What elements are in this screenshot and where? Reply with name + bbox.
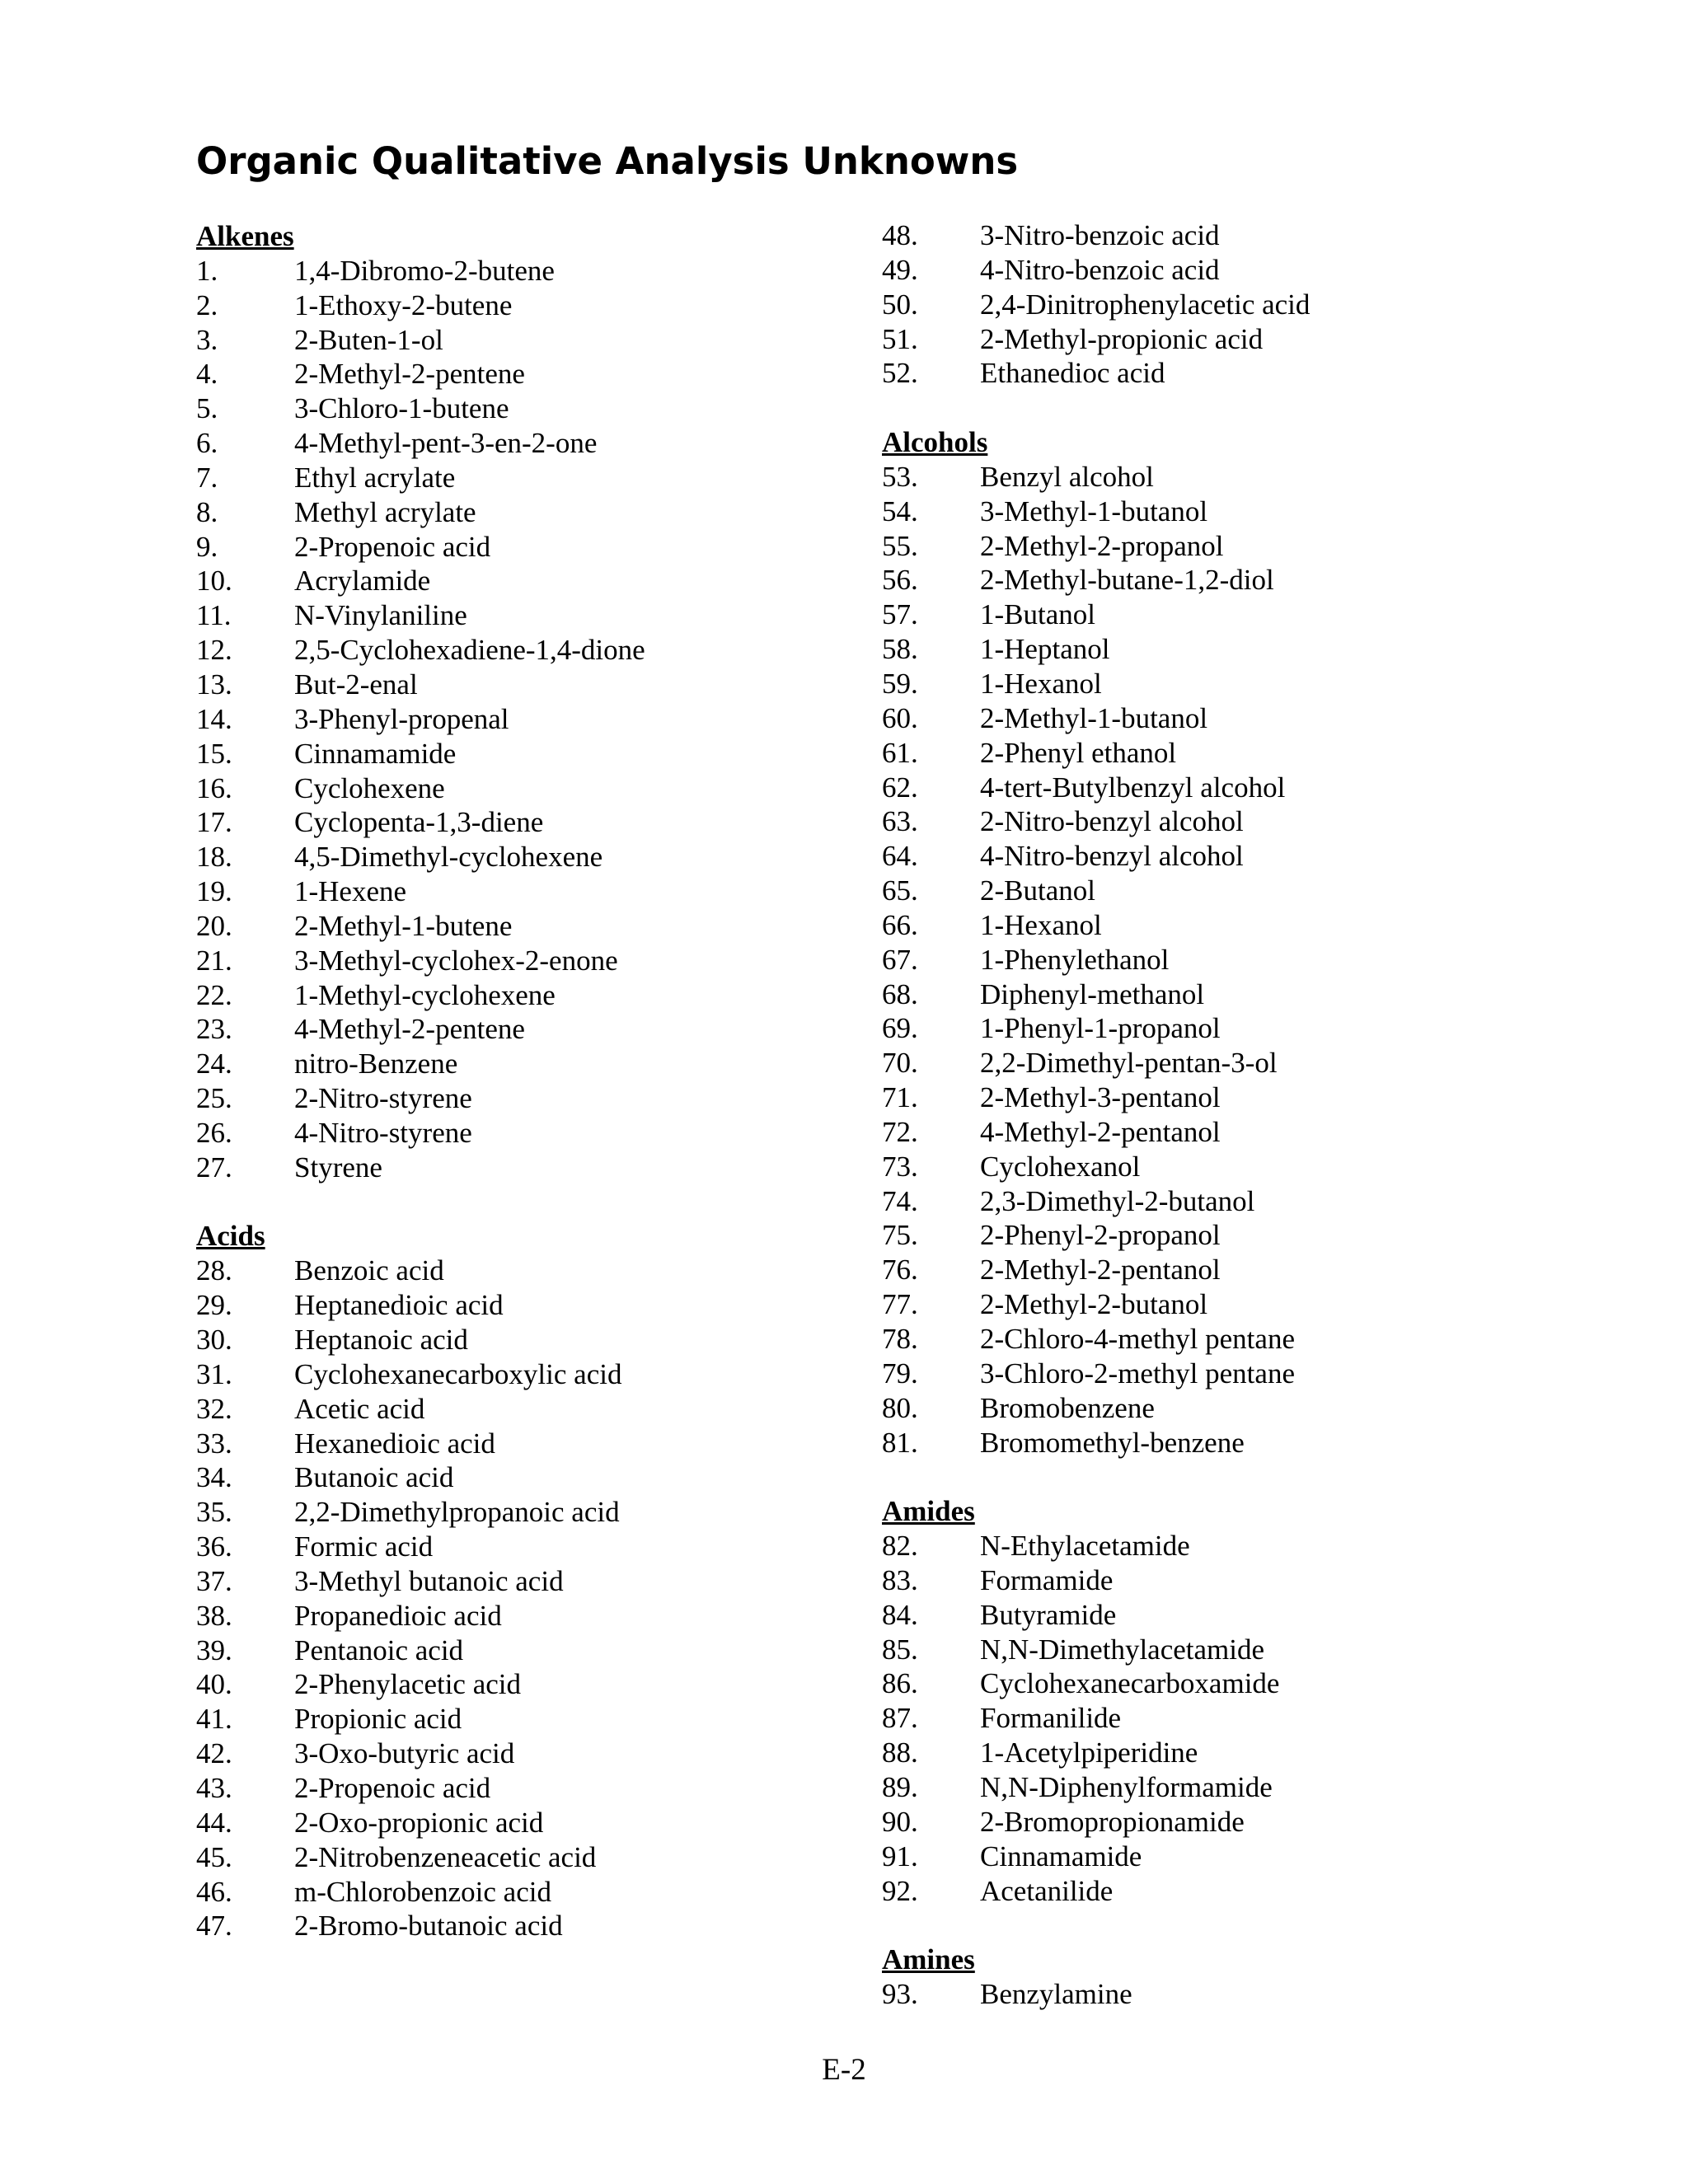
list-item <box>882 1840 1508 1874</box>
list-item <box>882 1563 1508 1598</box>
item-number: 11. <box>196 599 232 632</box>
item-number: 84. <box>882 1598 918 1631</box>
list-item <box>196 1530 823 1564</box>
compound-name: 3-Phenyl-propenal <box>294 702 509 735</box>
item-number: 20. <box>196 909 232 942</box>
item-number: 24. <box>196 1047 232 1080</box>
compound-name: Ethanedioc acid <box>980 357 1165 390</box>
item-number: 48. <box>882 219 918 251</box>
item-number: 61. <box>882 736 918 769</box>
compound-name: 2-Methyl-2-butanol <box>980 1288 1208 1321</box>
item-number: 47. <box>196 1910 232 1943</box>
list-item <box>196 1909 823 1943</box>
compound-name: Cinnamamide <box>294 737 457 770</box>
list-item <box>196 1151 823 1185</box>
compound-name: 3-Chloro-1-butene <box>294 392 509 425</box>
item-number: 7. <box>196 461 218 494</box>
compound-name: 2-Methyl-2-pentanol <box>980 1254 1221 1286</box>
list-item <box>882 701 1508 736</box>
item-number: 49. <box>882 253 918 286</box>
list-item <box>882 908 1508 943</box>
list-item <box>196 564 823 598</box>
compound-name: Propanedioic acid <box>294 1599 502 1632</box>
item-number: 59. <box>882 667 918 700</box>
compound-name: 4-Methyl-pent-3-en-2-one <box>294 427 598 460</box>
item-number: 86. <box>882 1667 918 1700</box>
compound-name: 3-Nitro-benzoic acid <box>980 219 1220 251</box>
page-title: Organic Qualitative Analysis Unknowns <box>196 139 1019 183</box>
compound-name: 2-Methyl-propionic acid <box>980 322 1264 355</box>
list-item <box>882 771 1508 805</box>
compound-name: Styrene <box>294 1151 382 1183</box>
compound-name: 2-Nitro-benzyl alcohol <box>980 805 1244 838</box>
item-number: 2. <box>196 288 218 321</box>
compound-name: 3-Oxo-butyric acid <box>294 1737 515 1770</box>
item-number: 69. <box>882 1012 918 1045</box>
list-item <box>882 563 1508 598</box>
item-number: 45. <box>196 1840 232 1873</box>
compound-name: 2-Methyl-1-butene <box>294 909 513 942</box>
item-number: 54. <box>882 494 918 527</box>
item-number: 29. <box>196 1289 232 1322</box>
item-number: 66. <box>882 908 918 941</box>
list-item <box>196 495 823 530</box>
compound-name: 4-Methyl-2-pentene <box>294 1013 525 1046</box>
list-item <box>882 804 1508 839</box>
item-number: 55. <box>882 529 918 562</box>
compound-name: 2-Nitrobenzeneacetic acid <box>294 1840 597 1873</box>
item-number: 1. <box>196 254 218 287</box>
compound-name: 1-Methyl-cyclohexene <box>294 978 556 1011</box>
item-number: 70. <box>882 1047 918 1080</box>
list-item <box>882 253 1508 288</box>
item-number: 14. <box>196 702 232 735</box>
compound-name: 3-Methyl butanoic acid <box>294 1564 564 1597</box>
section-heading: Acids <box>196 1220 265 1253</box>
list-item <box>882 529 1508 564</box>
compound-name: 3-Chloro-2-methyl pentane <box>980 1357 1295 1390</box>
compound-name: 2-Chloro-4-methyl pentane <box>980 1323 1295 1355</box>
compound-name: 1-Phenylethanol <box>980 943 1170 976</box>
list-item <box>196 1357 823 1392</box>
item-number: 60. <box>882 701 918 734</box>
item-number: 16. <box>196 771 232 804</box>
item-number: 21. <box>196 944 232 977</box>
list-item <box>882 1701 1508 1736</box>
compound-name: Formic acid <box>294 1530 434 1563</box>
list-item <box>196 1116 823 1151</box>
section-heading: Amides <box>882 1495 975 1528</box>
item-number: 22. <box>196 978 232 1011</box>
item-number: 13. <box>196 668 232 701</box>
compound-name: 1-Acetylpiperidine <box>980 1736 1198 1769</box>
list-item <box>882 218 1508 253</box>
item-number: 34. <box>196 1461 232 1494</box>
compound-name: 4-Nitro-benzoic acid <box>980 253 1220 286</box>
section-spacer <box>196 1185 823 1220</box>
compound-name: 4-tert-Butylbenzyl alcohol <box>980 771 1286 804</box>
page-number: E-2 <box>822 2053 866 2087</box>
item-number: 8. <box>196 495 218 528</box>
item-number: 5. <box>196 392 218 425</box>
section-spacer <box>882 1908 1508 1943</box>
compound-name: Benzylamine <box>980 1978 1132 2011</box>
compound-name: N-Vinylaniline <box>294 599 467 632</box>
item-number: 31. <box>196 1357 232 1390</box>
compound-name: 4,5-Dimethyl-cyclohexene <box>294 841 603 874</box>
list-item <box>196 668 823 702</box>
item-number: 88. <box>882 1736 918 1769</box>
compound-name: Butyramide <box>980 1598 1117 1631</box>
list-item <box>882 943 1508 977</box>
list-item <box>196 840 823 874</box>
item-number: 79. <box>882 1357 918 1390</box>
item-number: 40. <box>196 1668 232 1701</box>
list-item <box>196 1771 823 1806</box>
list-item <box>196 874 823 909</box>
item-number: 77. <box>882 1288 918 1321</box>
item-number: 78. <box>882 1323 918 1355</box>
item-number: 74. <box>882 1184 918 1217</box>
compound-name: Methyl acrylate <box>294 495 476 528</box>
list-item <box>196 737 823 771</box>
section-heading: Amines <box>882 1943 975 1976</box>
compound-name: 2-Propenoic acid <box>294 1771 491 1804</box>
item-number: 33. <box>196 1427 232 1460</box>
item-number: 44. <box>196 1806 232 1839</box>
item-number: 4. <box>196 358 218 391</box>
list-item <box>196 633 823 668</box>
compound-name: 2,3-Dimethyl-2-butanol <box>980 1184 1255 1217</box>
item-number: 76. <box>882 1254 918 1286</box>
compound-name: 2-Butanol <box>980 874 1095 907</box>
item-number: 63. <box>882 805 918 838</box>
list-item <box>196 1564 823 1599</box>
compound-name: N-Ethylacetamide <box>980 1530 1190 1563</box>
item-number: 18. <box>196 841 232 874</box>
compound-name: 1,4-Dibromo-2-butene <box>294 254 555 287</box>
list-item <box>882 1253 1508 1287</box>
item-number: 25. <box>196 1082 232 1115</box>
section-heading: Alkenes <box>196 220 294 252</box>
item-number: 85. <box>882 1633 918 1666</box>
list-item <box>882 977 1508 1012</box>
list-item <box>882 598 1508 632</box>
section-spacer <box>882 1460 1508 1494</box>
list-item <box>882 667 1508 701</box>
compound-name: Acetanilide <box>980 1874 1114 1907</box>
item-number: 51. <box>882 322 918 355</box>
item-number: 17. <box>196 806 232 839</box>
compound-name: 1-Hexanol <box>980 667 1102 700</box>
item-number: 19. <box>196 875 232 908</box>
list-item <box>882 288 1508 322</box>
item-number: 91. <box>882 1840 918 1872</box>
list-item <box>882 632 1508 667</box>
list-item <box>196 254 823 288</box>
list-item <box>882 1115 1508 1150</box>
item-number: 37. <box>196 1564 232 1597</box>
compound-name: 2-Nitro-styrene <box>294 1082 472 1115</box>
compound-name: But-2-enal <box>294 668 418 701</box>
compound-name: Propionic acid <box>294 1703 462 1736</box>
item-number: 30. <box>196 1324 232 1356</box>
list-item <box>882 322 1508 357</box>
list-item <box>196 1047 823 1081</box>
list-item <box>882 460 1508 494</box>
compound-name: Acrylamide <box>294 565 431 598</box>
compound-name: 2-Phenyl ethanol <box>980 736 1177 769</box>
item-number: 87. <box>882 1702 918 1735</box>
compound-name: Cyclohexanol <box>980 1150 1141 1183</box>
item-number: 32. <box>196 1392 232 1425</box>
item-number: 71. <box>882 1081 918 1114</box>
compound-name: N,N-Dimethylacetamide <box>980 1633 1265 1666</box>
list-item <box>882 1736 1508 1770</box>
section-spacer <box>882 391 1508 425</box>
list-item <box>882 1666 1508 1701</box>
item-number: 46. <box>196 1875 232 1908</box>
list-item <box>196 530 823 565</box>
section-heading: Alcohols <box>882 426 988 459</box>
item-number: 52. <box>882 357 918 390</box>
compound-name: Cyclopenta-1,3-diene <box>294 806 544 839</box>
item-number: 93. <box>882 1978 918 2011</box>
compound-name: nitro-Benzene <box>294 1047 458 1080</box>
compound-name: 3-Methyl-cyclohex-2-enone <box>294 944 618 977</box>
compound-name: 2-Propenoic acid <box>294 530 491 563</box>
list-item <box>196 1427 823 1461</box>
list-item <box>882 1770 1508 1805</box>
list-item <box>882 736 1508 771</box>
item-number: 43. <box>196 1771 232 1804</box>
compound-name: Cyclohexene <box>294 771 445 804</box>
compound-name: 1-Hexene <box>294 875 407 908</box>
compound-name: 2,4-Dinitrophenylacetic acid <box>980 288 1311 321</box>
list-item <box>882 1977 1508 2012</box>
item-number: 53. <box>882 460 918 493</box>
item-number: 12. <box>196 634 232 667</box>
list-item <box>882 1322 1508 1357</box>
compound-name: Pentanoic acid <box>294 1633 464 1666</box>
list-item <box>196 461 823 495</box>
list-item <box>882 1184 1508 1219</box>
compound-name: 2-Bromo-butanoic acid <box>294 1910 563 1943</box>
compound-name: Cyclohexanecarboxamide <box>980 1667 1280 1700</box>
list-item <box>196 1875 823 1910</box>
list-item <box>882 1874 1508 1909</box>
list-item <box>196 1633 823 1668</box>
compound-name: 4-Methyl-2-pentanol <box>980 1115 1221 1148</box>
compound-name: 2-Phenylacetic acid <box>294 1668 522 1701</box>
compound-name: 2-Buten-1-ol <box>294 323 443 356</box>
list-item <box>196 391 823 426</box>
item-number: 90. <box>882 1805 918 1838</box>
list-item <box>196 1667 823 1702</box>
list-item <box>196 323 823 358</box>
item-number: 6. <box>196 427 218 460</box>
compound-name: 2-Methyl-2-pentene <box>294 358 525 391</box>
left-column <box>196 219 823 1943</box>
list-item <box>196 1460 823 1495</box>
list-item <box>196 426 823 461</box>
item-number: 75. <box>882 1219 918 1252</box>
compound-name: 1-Phenyl-1-propanol <box>980 1012 1221 1045</box>
list-item <box>882 1046 1508 1080</box>
compound-name: Benzoic acid <box>294 1254 444 1287</box>
list-item <box>196 1323 823 1357</box>
list-item <box>196 1288 823 1323</box>
item-number: 58. <box>882 633 918 666</box>
list-item <box>882 1529 1508 1563</box>
compound-name: Heptanedioic acid <box>294 1289 504 1322</box>
item-number: 38. <box>196 1599 232 1632</box>
list-item <box>196 598 823 633</box>
compound-name: Bromobenzene <box>980 1391 1155 1424</box>
compound-name: Diphenyl-methanol <box>980 977 1205 1010</box>
item-number: 27. <box>196 1151 232 1183</box>
compound-name: 1-Heptanol <box>980 633 1110 666</box>
compound-name: Benzyl alcohol <box>980 460 1154 493</box>
list-item <box>196 1736 823 1771</box>
list-item <box>882 1633 1508 1667</box>
item-number: 83. <box>882 1563 918 1596</box>
compound-name: Heptanoic acid <box>294 1324 468 1356</box>
item-number: 72. <box>882 1115 918 1148</box>
compound-name: Cinnamamide <box>980 1840 1142 1872</box>
list-item <box>882 1805 1508 1840</box>
list-item <box>196 1254 823 1288</box>
list-item <box>882 839 1508 874</box>
list-item <box>882 1287 1508 1322</box>
compound-name: Hexanedioic acid <box>294 1427 495 1460</box>
compound-name: N,N-Diphenylformamide <box>980 1770 1273 1803</box>
list-item <box>882 1150 1508 1184</box>
list-item <box>882 1218 1508 1253</box>
list-item <box>196 702 823 737</box>
list-item <box>196 1012 823 1047</box>
item-number: 3. <box>196 323 218 356</box>
compound-name: 2-Methyl-1-butanol <box>980 701 1208 734</box>
list-item <box>882 1391 1508 1426</box>
compound-name: 2,5-Cyclohexadiene-1,4-dione <box>294 634 645 667</box>
item-number: 26. <box>196 1116 232 1149</box>
list-item <box>196 288 823 323</box>
item-number: 92. <box>882 1874 918 1907</box>
item-number: 36. <box>196 1530 232 1563</box>
compound-name: 2-Methyl-butane-1,2-diol <box>980 564 1274 597</box>
item-number: 50. <box>882 288 918 321</box>
item-number: 73. <box>882 1150 918 1183</box>
compound-name: 4-Nitro-benzyl alcohol <box>980 840 1244 873</box>
compound-name: m-Chlorobenzoic acid <box>294 1875 551 1908</box>
compound-name: Ethyl acrylate <box>294 461 456 494</box>
item-number: 56. <box>882 564 918 597</box>
list-item <box>196 1392 823 1427</box>
compound-name: Formanilide <box>980 1702 1122 1735</box>
list-item <box>882 1357 1508 1391</box>
compound-name: 3-Methyl-1-butanol <box>980 494 1208 527</box>
list-item <box>882 1598 1508 1633</box>
list-item <box>196 909 823 944</box>
item-number: 28. <box>196 1254 232 1287</box>
item-number: 41. <box>196 1703 232 1736</box>
item-number: 42. <box>196 1737 232 1770</box>
item-number: 68. <box>882 977 918 1010</box>
list-item <box>196 771 823 806</box>
list-item <box>196 1081 823 1116</box>
list-item <box>196 805 823 840</box>
item-number: 9. <box>196 530 218 563</box>
list-item <box>882 1080 1508 1115</box>
item-number: 62. <box>882 771 918 804</box>
compound-name: 2-Bromopropionamide <box>980 1805 1245 1838</box>
list-item <box>196 357 823 391</box>
compound-name: 2-Methyl-2-propanol <box>980 529 1224 562</box>
compound-name: Acetic acid <box>294 1392 425 1425</box>
item-number: 81. <box>882 1426 918 1459</box>
compound-name: 1-Ethoxy-2-butene <box>294 288 513 321</box>
item-number: 82. <box>882 1530 918 1563</box>
list-item <box>196 944 823 978</box>
list-item <box>882 356 1508 391</box>
compound-name: 2,2-Dimethyl-pentan-3-ol <box>980 1047 1278 1080</box>
list-item <box>882 1426 1508 1460</box>
compound-name: 4-Nitro-styrene <box>294 1116 472 1149</box>
list-item <box>882 1011 1508 1046</box>
list-item <box>882 494 1508 529</box>
item-number: 67. <box>882 943 918 976</box>
compound-name: Formamide <box>980 1563 1114 1596</box>
item-number: 65. <box>882 874 918 907</box>
compound-name: Cyclohexanecarboxylic acid <box>294 1357 622 1390</box>
compound-name: 2-Oxo-propionic acid <box>294 1806 544 1839</box>
list-item <box>196 1702 823 1736</box>
list-item <box>882 874 1508 908</box>
list-item <box>196 1599 823 1633</box>
list-item <box>196 1806 823 1840</box>
item-number: 35. <box>196 1496 232 1529</box>
compound-name: 1-Hexanol <box>980 908 1102 941</box>
item-number: 15. <box>196 737 232 770</box>
compound-name: 2-Phenyl-2-propanol <box>980 1219 1221 1252</box>
item-number: 80. <box>882 1391 918 1424</box>
compound-name: Butanoic acid <box>294 1461 454 1494</box>
compound-name: 1-Butanol <box>980 598 1095 631</box>
item-number: 64. <box>882 840 918 873</box>
item-number: 39. <box>196 1633 232 1666</box>
compound-name: 2,2-Dimethylpropanoic acid <box>294 1496 620 1529</box>
list-item <box>196 978 823 1013</box>
item-number: 23. <box>196 1013 232 1046</box>
item-number: 57. <box>882 598 918 631</box>
item-number: 10. <box>196 565 232 598</box>
right-column <box>882 218 1508 2012</box>
compound-name: 2-Methyl-3-pentanol <box>980 1081 1221 1114</box>
list-item <box>196 1495 823 1530</box>
item-number: 89. <box>882 1770 918 1803</box>
list-item <box>196 1840 823 1875</box>
compound-name: Bromomethyl-benzene <box>980 1426 1245 1459</box>
